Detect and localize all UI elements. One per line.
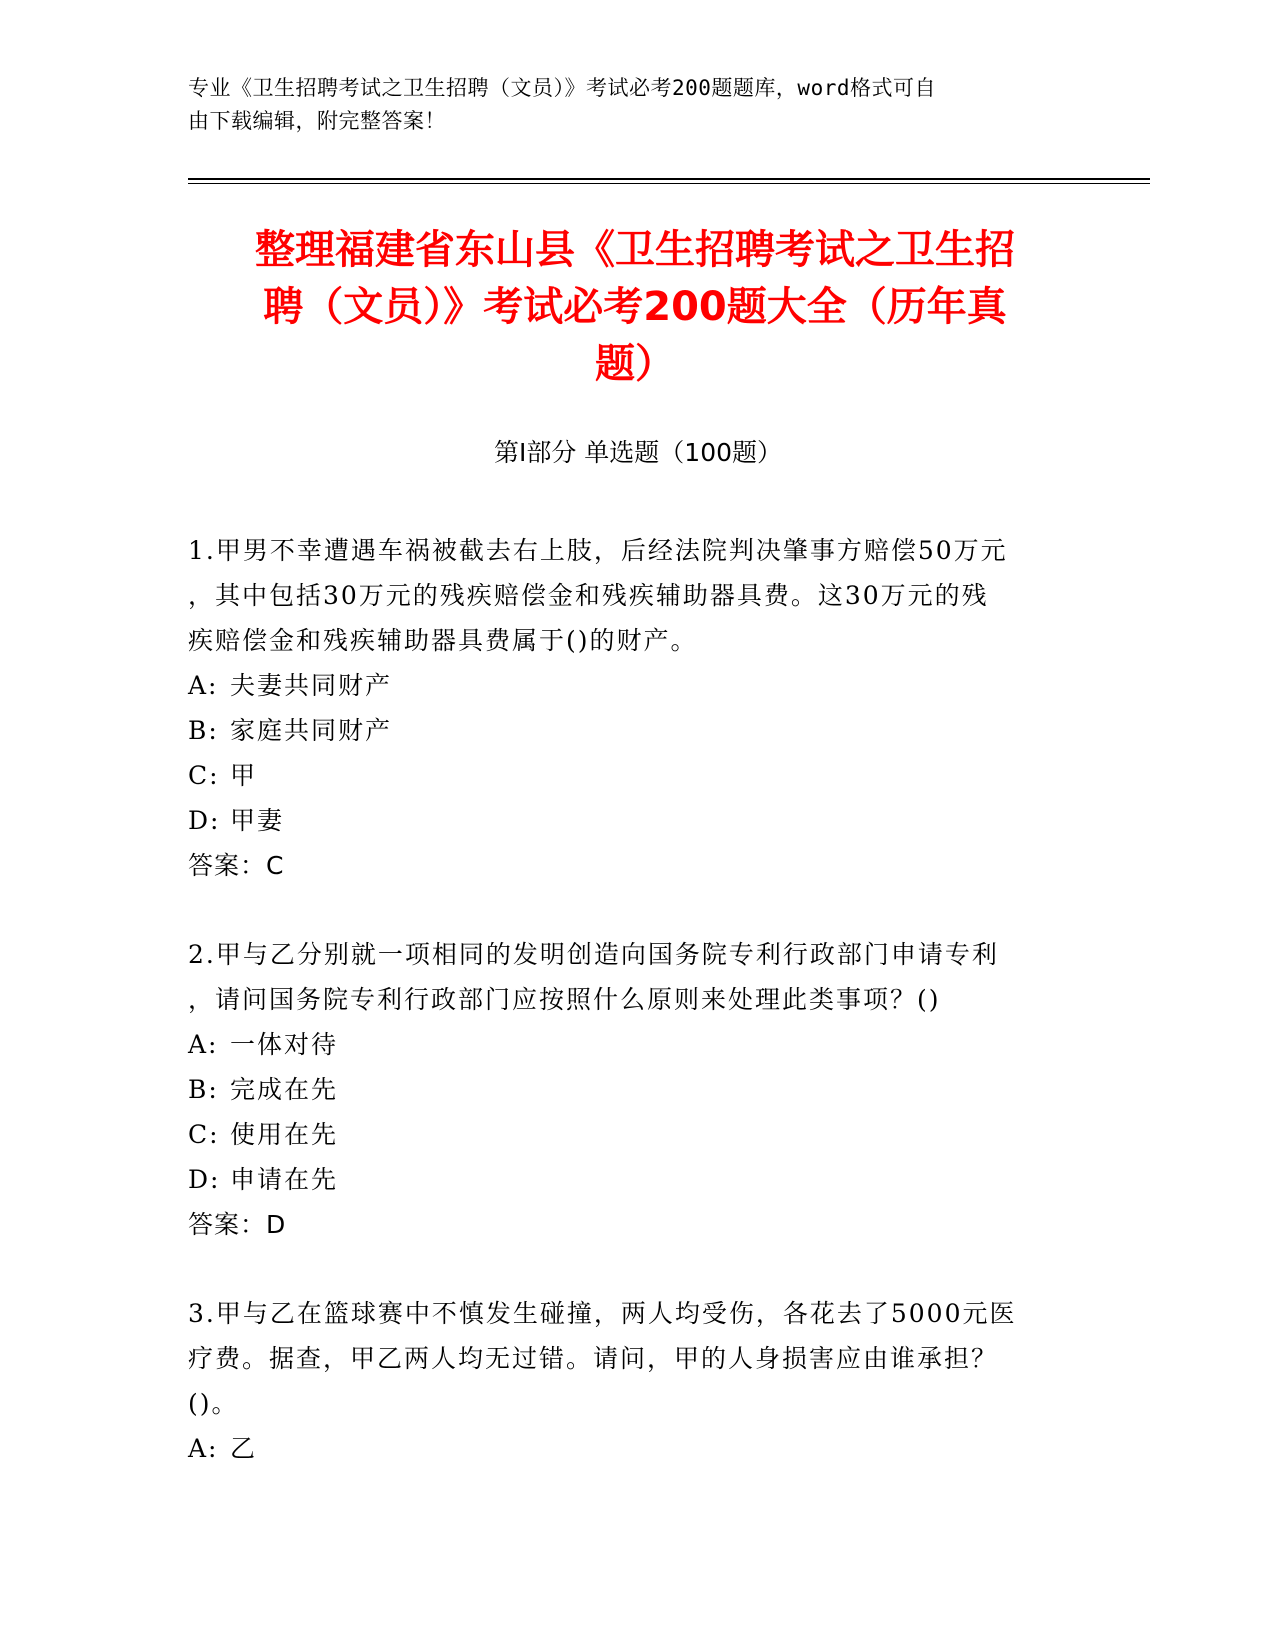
option-text: 家庭共同财产 (230, 716, 393, 745)
option-c (188, 1112, 1068, 1157)
question-stem-line: ()。 (188, 1389, 239, 1418)
header-note-line-2: 由下载编辑，附完整答案！ (188, 109, 446, 133)
document-title (195, 222, 1075, 393)
option-text: 夫妻共同财产 (230, 671, 393, 700)
section-heading: 第Ⅰ部分 单选题（100题） (493, 438, 783, 467)
document-title-line-1: 整理福建省东山县《卫生招聘考试之卫生招 (255, 227, 1015, 273)
option-a (188, 663, 1068, 708)
option-text: 申请在先 (230, 1165, 339, 1194)
option-d (188, 798, 1068, 843)
option-text: 使用在先 (230, 1120, 339, 1149)
option-letter: B: (188, 716, 219, 745)
header-note-line-1: 专业《卫生招聘考试之卫生招聘（文员）》考试必考200题题库，word格式可自 (188, 76, 936, 100)
question-2 (188, 932, 1068, 1247)
option-letter: C: (188, 761, 220, 790)
option-letter: D: (188, 806, 221, 835)
question-stem-line: 3.甲与乙在篮球赛中不慎发生碰撞，两人均受伤，各花去了5000元医 (188, 1299, 1017, 1328)
header-note (188, 72, 1088, 138)
option-letter: A: (188, 1030, 219, 1059)
question-stem-line: 2.甲与乙分别就一项相同的发明创造向国务院专利行政部门申请专利 (188, 940, 999, 969)
option-b (188, 708, 1068, 753)
header-divider-thin (188, 183, 1150, 184)
option-text: 一体对待 (230, 1030, 339, 1059)
option-letter: B: (188, 1075, 219, 1104)
answer-label: 答案：C (188, 851, 285, 880)
option-letter: D: (188, 1165, 221, 1194)
option-a (188, 1022, 1068, 1067)
question-stem-line: 1.甲男不幸遭遇车祸被截去右上肢，后经法院判决肇事方赔偿50万元 (188, 536, 1008, 565)
question-1 (188, 528, 1068, 888)
option-text: 甲妻 (230, 806, 285, 835)
document-title-line-2: 聘（文员）》考试必考200题大全（历年真 (263, 284, 1007, 330)
document-title-line-3: 题） (595, 341, 675, 387)
question-stem-line: ，请问国务院专利行政部门应按照什么原则来处理此类事项？() (188, 985, 941, 1014)
option-letter: A: (188, 671, 219, 700)
answer-label: 答案：D (188, 1210, 287, 1239)
question-stem-line: 疾赔偿金和残疾辅助器具费属于()的财产。 (188, 626, 698, 655)
option-letter: A: (188, 1434, 219, 1463)
option-b (188, 1067, 1068, 1112)
option-d (188, 1157, 1068, 1202)
question-stem-line: 疗费。据查，甲乙两人均无过错。请问，甲的人身损害应由谁承担？ (188, 1344, 999, 1373)
option-a (188, 1426, 1068, 1471)
option-c (188, 753, 1068, 798)
question-stem-line: ，其中包括30万元的残疾赔偿金和残疾辅助器具费。这30万元的残 (188, 581, 989, 610)
option-text: 完成在先 (230, 1075, 339, 1104)
question-3 (188, 1291, 1068, 1471)
option-text: 甲 (230, 761, 258, 790)
question-list (188, 528, 1068, 1515)
option-letter: C: (188, 1120, 220, 1149)
header-divider-thick (188, 178, 1150, 180)
option-text: 乙 (230, 1434, 258, 1463)
